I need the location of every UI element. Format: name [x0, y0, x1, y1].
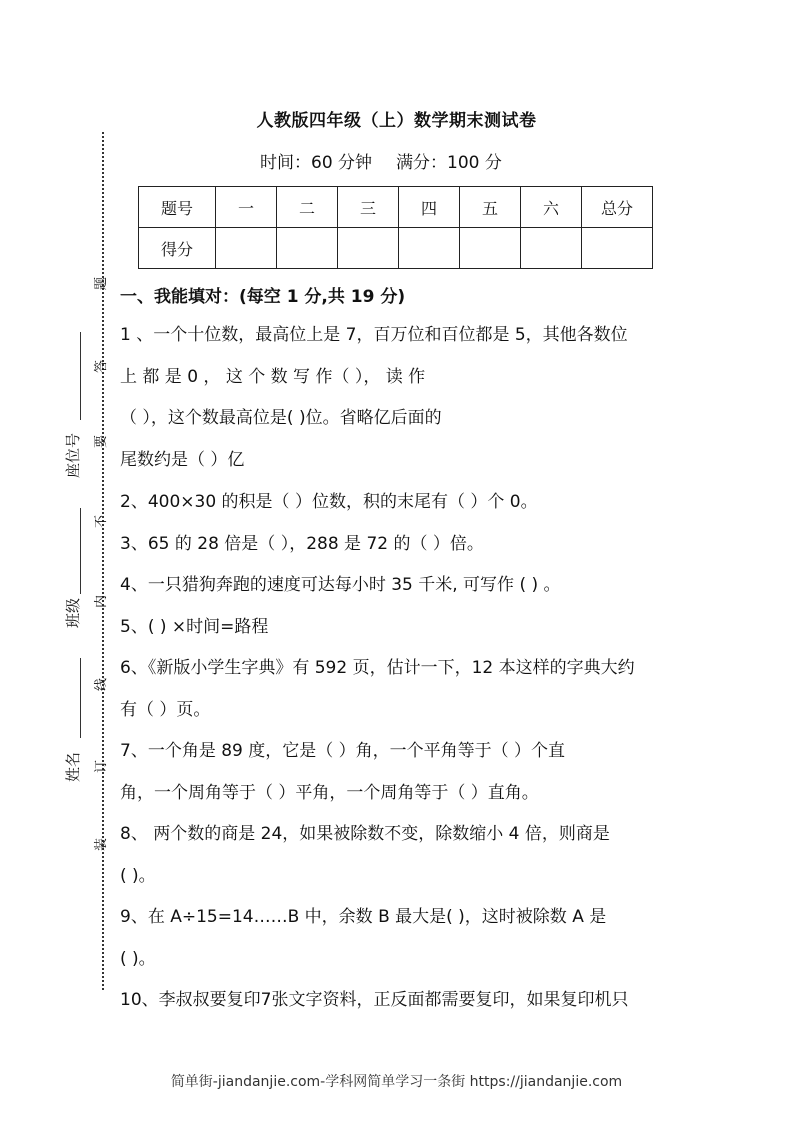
- score-table-header-cell: 总分: [582, 187, 653, 228]
- score-cell[interactable]: [277, 228, 338, 269]
- score-table-header-cell: 一: [216, 187, 277, 228]
- exam-full-score: 满分：100 分: [396, 153, 502, 173]
- score-cell[interactable]: [460, 228, 521, 269]
- class-label: 班级: [64, 597, 82, 628]
- question-10: [120, 980, 675, 1022]
- question-line: 9、在 A÷15=14……B 中，余数 B 最大是( )，这时被除数 A 是: [120, 907, 607, 927]
- score-table-header-cell: 二: [277, 187, 338, 228]
- question-line: 3、65 的 28 倍是（ ），288 是 72 的（ ）倍。: [120, 534, 484, 554]
- exam-subtitle: [260, 148, 502, 173]
- margin-char: 装: [94, 837, 110, 852]
- question-line: 1 、一个十位数，最高位上是 7，百万位和百位都是 5，其他各数位: [120, 325, 628, 345]
- margin-char: 要: [94, 434, 110, 449]
- score-table-header-cell: 题号: [139, 187, 216, 228]
- binding-dotted-line: [102, 132, 104, 990]
- score-table-score-row: [139, 228, 653, 269]
- score-table-header-cell: 六: [521, 187, 582, 228]
- exam-title: 人教版四年级（上）数学期末测试卷: [256, 111, 537, 131]
- margin-char: 答: [94, 359, 110, 374]
- question-5: [120, 607, 675, 649]
- question-line: 8、 两个数的商是 24，如果被除数不变，除数缩小 4 倍，则商是: [120, 824, 610, 844]
- question-line: 5、( ) ×时间=路程: [120, 617, 269, 637]
- score-table-header-cell: 四: [399, 187, 460, 228]
- question-line: 上 都 是 0 ， 这 个 数 写 作（ ）， 读 作: [120, 366, 426, 387]
- score-cell[interactable]: [582, 228, 653, 269]
- score-table-header-cell: 五: [460, 187, 521, 228]
- margin-char: 线: [94, 677, 110, 692]
- question-line: 10、李叔叔要复印7张文字资料，正反面都需要复印，如果复印机只: [120, 990, 629, 1010]
- seat-number-label: 座位号: [64, 432, 82, 478]
- score-cell[interactable]: [338, 228, 399, 269]
- question-7: [120, 731, 675, 814]
- margin-char: 不: [94, 514, 110, 529]
- question-2: [120, 482, 675, 524]
- question-line: 2、400×30 的积是（ ）位数，积的末尾有（ ）个 0。: [120, 492, 538, 512]
- question-line: 尾数约是（ ）亿: [120, 450, 245, 471]
- page-footer: 简单街-jiandanjie.com-学科网简单学习一条街 https://jiandanjie.com: [170, 1074, 623, 1090]
- margin-char: 订: [94, 759, 110, 774]
- question-1: [120, 315, 675, 482]
- score-row-label: 得分: [139, 228, 216, 269]
- score-table-header-row: [139, 187, 653, 228]
- margin-char: 内: [94, 594, 110, 609]
- exam-time: 时间：60 分钟: [260, 153, 373, 173]
- question-line: 有（ ）页。: [120, 699, 211, 720]
- score-table-header-cell: 三: [338, 187, 399, 228]
- score-table: [138, 186, 653, 269]
- score-cell[interactable]: [399, 228, 460, 269]
- question-6: [120, 648, 675, 731]
- question-4: [120, 565, 675, 607]
- name-blank[interactable]: [80, 658, 81, 738]
- question-line: （ ），这个数最高位是( )位。省略亿后面的: [120, 408, 442, 429]
- margin-char: 题: [94, 276, 110, 291]
- seat-number-blank[interactable]: [80, 332, 81, 420]
- question-3: [120, 524, 675, 566]
- class-blank[interactable]: [80, 508, 81, 594]
- question-8: [120, 814, 675, 897]
- question-line: 角，一个周角等于（ ）平角，一个周角等于（ ）直角。: [120, 782, 539, 803]
- question-9: [120, 897, 675, 980]
- score-cell[interactable]: [521, 228, 582, 269]
- question-line: 4、一只猎狗奔跑的速度可达每小时 35 千米, 可写作 ( ) 。: [120, 575, 561, 595]
- score-cell[interactable]: [216, 228, 277, 269]
- question-line: 7、一个角是 89 度，它是（ ）角，一个平角等于（ ）个直: [120, 741, 566, 761]
- question-line: ( )。: [120, 865, 156, 886]
- question-line: 6、《新版小学生字典》有 592 页，估计一下，12 本这样的字典大约: [120, 658, 635, 678]
- section-heading: 一、我能填对：(每空 1 分,共 19 分): [120, 287, 406, 307]
- question-line: ( )。: [120, 948, 156, 969]
- name-label: 姓名: [64, 751, 82, 782]
